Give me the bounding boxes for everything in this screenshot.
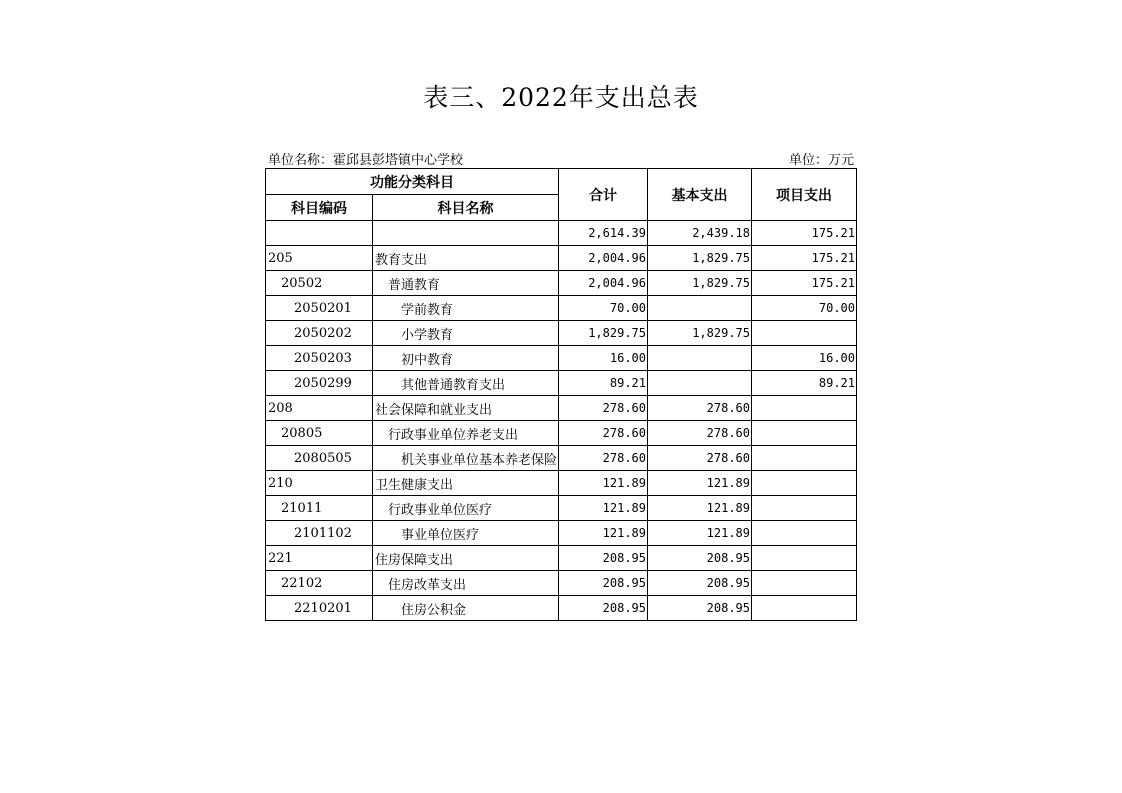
row-code	[266, 221, 373, 246]
row-project: 175.21	[752, 221, 857, 246]
row-basic: 1,829.75	[648, 271, 752, 296]
table-row	[266, 221, 857, 246]
row-total: 1,829.75	[559, 321, 648, 346]
row-code: 2050299	[266, 371, 373, 396]
row-total: 278.60	[559, 396, 648, 421]
row-project: 175.21	[752, 246, 857, 271]
table-row	[266, 546, 857, 571]
table-row	[266, 571, 857, 596]
table-row	[266, 446, 857, 471]
row-total: 208.95	[559, 546, 648, 571]
row-basic: 278.60	[648, 396, 752, 421]
row-basic: 121.89	[648, 471, 752, 496]
row-total: 278.60	[559, 446, 648, 471]
row-name: 教育支出	[373, 246, 559, 271]
row-code: 2080505	[266, 446, 373, 471]
header-total: 合计	[559, 169, 648, 221]
row-project	[752, 321, 857, 346]
row-total: 278.60	[559, 421, 648, 446]
header-function-group: 功能分类科目	[266, 169, 559, 195]
table-row	[266, 471, 857, 496]
table-row	[266, 521, 857, 546]
row-code: 221	[266, 546, 373, 571]
row-basic: 278.60	[648, 446, 752, 471]
row-name: 住房保障支出	[373, 546, 559, 571]
row-code: 20502	[266, 271, 373, 296]
row-project	[752, 496, 857, 521]
table-row	[266, 496, 857, 521]
table-row	[266, 396, 857, 421]
row-name: 普通教育	[373, 271, 559, 296]
row-name: 社会保障和就业支出	[373, 396, 559, 421]
row-total: 121.89	[559, 496, 648, 521]
header-code: 科目编码	[266, 195, 373, 221]
row-code: 20805	[266, 421, 373, 446]
row-basic	[648, 371, 752, 396]
table-row	[266, 421, 857, 446]
row-total: 208.95	[559, 596, 648, 621]
row-basic: 121.89	[648, 521, 752, 546]
row-total: 16.00	[559, 346, 648, 371]
row-name: 其他普通教育支出	[373, 371, 559, 396]
row-name: 小学教育	[373, 321, 559, 346]
row-code: 21011	[266, 496, 373, 521]
table-row	[266, 371, 857, 396]
header-basic: 基本支出	[648, 169, 752, 221]
row-project: 175.21	[752, 271, 857, 296]
row-name: 行政事业单位医疗	[373, 496, 559, 521]
row-basic: 1,829.75	[648, 321, 752, 346]
row-code: 2050202	[266, 321, 373, 346]
row-total: 2,004.96	[559, 271, 648, 296]
unit-name: 单位名称：霍邱县彭塔镇中心学校	[268, 153, 464, 168]
row-total: 121.89	[559, 521, 648, 546]
row-code: 210	[266, 471, 373, 496]
table-row	[266, 271, 857, 296]
row-code: 2050201	[266, 296, 373, 321]
row-project	[752, 546, 857, 571]
row-project	[752, 521, 857, 546]
page-title: 表三、2022年支出总表	[423, 83, 699, 112]
row-code: 22102	[266, 571, 373, 596]
row-name: 卫生健康支出	[373, 471, 559, 496]
row-basic: 1,829.75	[648, 246, 752, 271]
row-basic: 121.89	[648, 496, 752, 521]
row-total: 2,614.39	[559, 221, 648, 246]
row-project: 70.00	[752, 296, 857, 321]
row-project	[752, 446, 857, 471]
row-project: 16.00	[752, 346, 857, 371]
row-project	[752, 571, 857, 596]
table-body	[266, 221, 857, 621]
row-code: 2050203	[266, 346, 373, 371]
unit-label: 单位：万元	[788, 153, 854, 168]
row-project: 89.21	[752, 371, 857, 396]
row-code: 2210201	[266, 596, 373, 621]
row-total: 2,004.96	[559, 246, 648, 271]
row-code: 208	[266, 396, 373, 421]
table-row	[266, 596, 857, 621]
row-project	[752, 396, 857, 421]
row-basic: 208.95	[648, 546, 752, 571]
row-basic: 208.95	[648, 596, 752, 621]
row-name: 行政事业单位养老支出	[373, 421, 559, 446]
row-project	[752, 596, 857, 621]
row-code: 205	[266, 246, 373, 271]
table-row	[266, 321, 857, 346]
row-total: 70.00	[559, 296, 648, 321]
row-basic: 208.95	[648, 571, 752, 596]
row-total: 121.89	[559, 471, 648, 496]
row-name: 学前教育	[373, 296, 559, 321]
row-basic	[648, 296, 752, 321]
row-total: 89.21	[559, 371, 648, 396]
row-name: 事业单位医疗	[373, 521, 559, 546]
row-project	[752, 421, 857, 446]
row-basic: 2,439.18	[648, 221, 752, 246]
table-row	[266, 246, 857, 271]
row-code: 2101102	[266, 521, 373, 546]
row-name: 初中教育	[373, 346, 559, 371]
header-project: 项目支出	[752, 169, 857, 221]
row-basic: 278.60	[648, 421, 752, 446]
table-row	[266, 296, 857, 321]
expenditure-table	[265, 168, 857, 621]
table-row	[266, 346, 857, 371]
row-total: 208.95	[559, 571, 648, 596]
header-name: 科目名称	[373, 195, 559, 221]
row-project	[752, 471, 857, 496]
row-name: 住房改革支出	[373, 571, 559, 596]
row-basic	[648, 346, 752, 371]
row-name	[373, 221, 559, 246]
row-name: 住房公积金	[373, 596, 559, 621]
row-name: 机关事业单位基本养老保险	[373, 446, 559, 471]
